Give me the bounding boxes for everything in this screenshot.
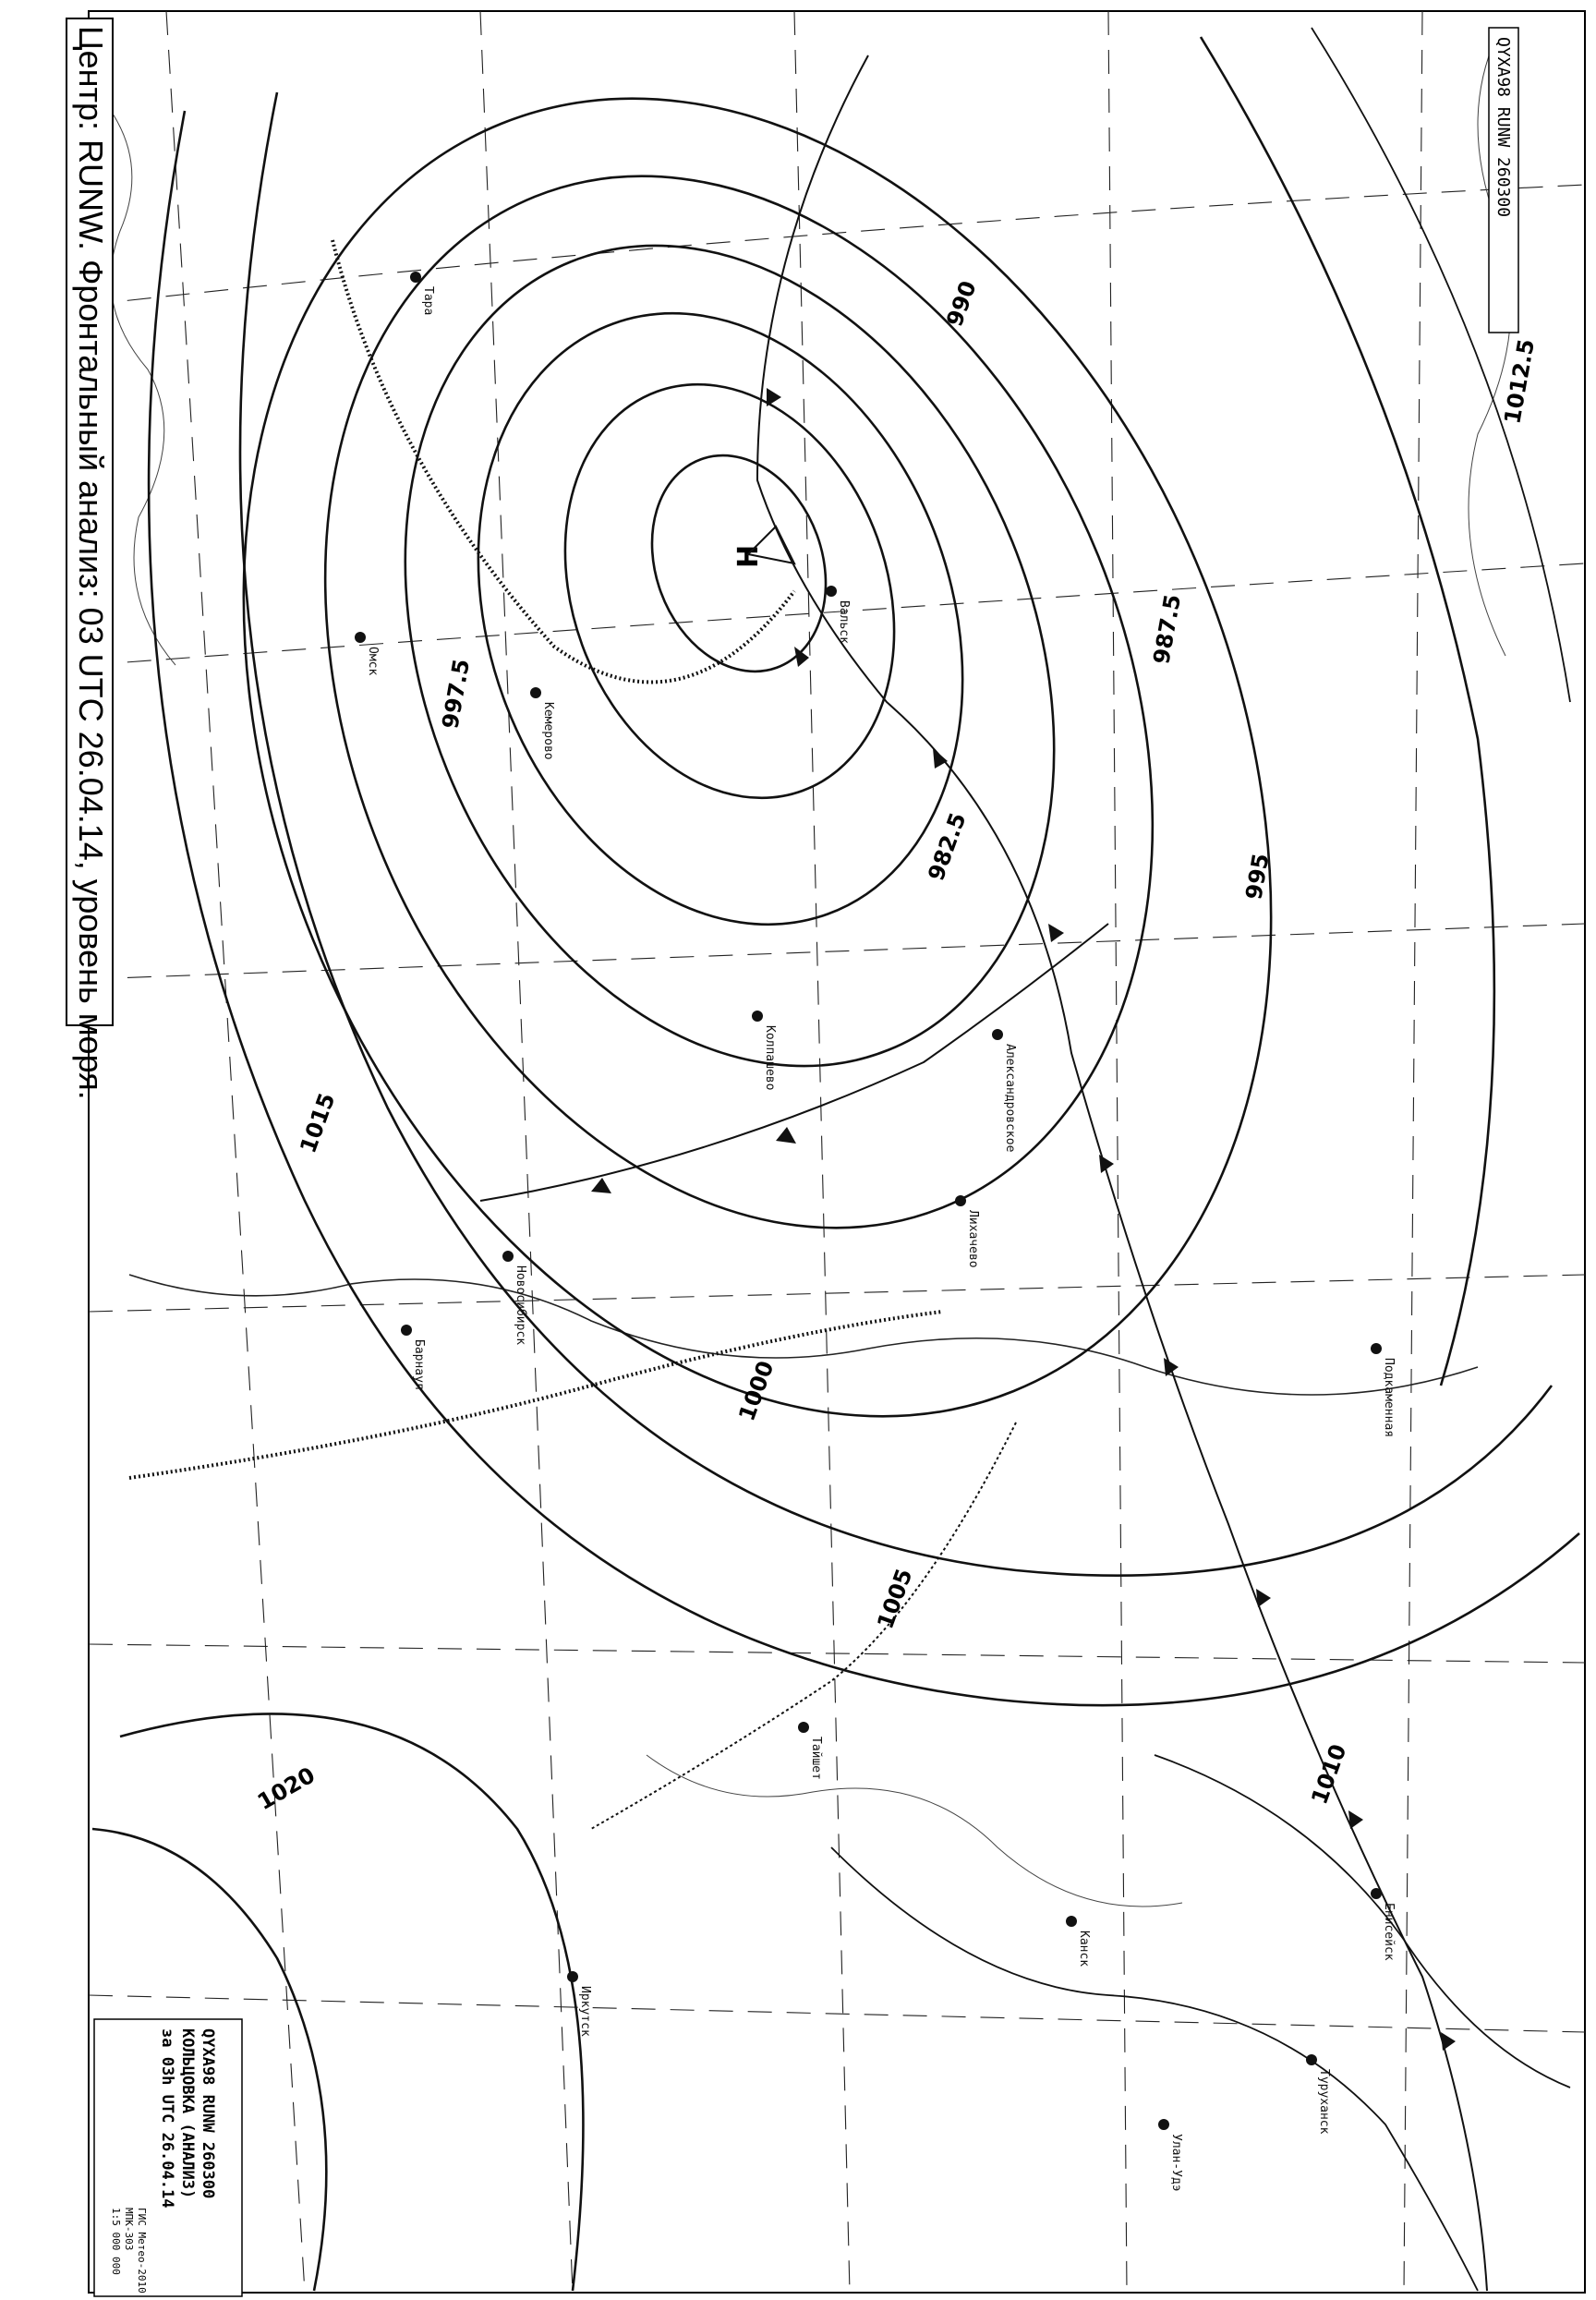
station-name: Омск	[366, 647, 380, 676]
station-name: Енисейск	[1382, 1903, 1396, 1961]
station-name: Вальск	[837, 600, 851, 644]
station-1	[992, 1029, 1017, 1153]
stamp-block	[94, 2019, 242, 2296]
station-name: Тайшет	[809, 1737, 823, 1780]
station-12	[567, 1971, 592, 2037]
station-name: Александровское	[1003, 1044, 1017, 1153]
station-marker	[1371, 1343, 1382, 1354]
station-marker	[410, 272, 421, 283]
station-11	[955, 1195, 980, 1268]
isobar-label: 997.5	[437, 657, 476, 732]
station-name: Колпашево	[763, 1025, 777, 1091]
isobars	[56, 0, 1579, 2291]
station-name: Подкаменная	[1382, 1358, 1396, 1438]
isobar-label: 995	[1240, 851, 1275, 902]
warm-front-south	[129, 1312, 942, 1478]
low-center-label: H	[732, 544, 765, 568]
station-name: Тара	[421, 286, 435, 316]
isobar-label: 982.5	[923, 809, 972, 885]
station-plots	[355, 272, 1396, 2192]
isobar-label: 1010	[1306, 1740, 1352, 1809]
stamp-line: МПК-303	[123, 2208, 135, 2251]
station-name: Улан-Удэ	[1169, 2134, 1183, 2192]
station-8	[355, 632, 380, 675]
header-code: QYXA98 RUNW 260300	[1493, 37, 1513, 218]
stamp-line: ГИС Метео-2010	[136, 2208, 148, 2294]
station-name: Барнаул	[412, 1339, 426, 1390]
station-name: Кемерово	[541, 702, 555, 760]
borders	[111, 37, 1511, 1907]
station-name: Лихачево	[966, 1210, 980, 1268]
trough-line	[591, 1422, 1016, 1829]
station-marker	[1371, 1888, 1382, 1899]
isobar-label: 1000	[733, 1357, 780, 1425]
isobar-label: 1012.5	[1499, 336, 1540, 427]
cold-front	[757, 55, 1487, 2291]
station-0	[826, 586, 851, 644]
station-13	[1158, 2119, 1183, 2192]
stamp-line: КОЛЬЦОВКА (АНАЛИЗ)	[178, 2028, 197, 2199]
station-marker	[826, 586, 837, 597]
stamp-line: за 03h UTC 26.04.14	[158, 2028, 176, 2209]
isobar-label: 1020	[253, 1761, 320, 1816]
isobar-label: 987.5	[1148, 592, 1187, 667]
station-10	[752, 1011, 777, 1090]
station-15	[1066, 1916, 1091, 1967]
stamp-line: QYXA98 RUNW 260300	[199, 2028, 217, 2199]
station-marker	[530, 687, 541, 698]
header-code-block	[1489, 28, 1518, 333]
station-marker	[798, 1722, 809, 1733]
map-title: Центр: RUNW. Фронтальный анализ: 03 UTC 26.04.14, уровень моря.	[72, 26, 110, 1100]
isobar-label: 1015	[295, 1089, 341, 1157]
station-marker	[401, 1325, 412, 1336]
station-marker	[567, 1971, 578, 1982]
station-name: Иркутск	[578, 1986, 592, 2037]
stamp-line: 1:5 000 000	[110, 2208, 122, 2275]
isobar-label: 1005	[872, 1565, 918, 1633]
station-7	[401, 1325, 426, 1390]
station-name: Туруханск	[1317, 2069, 1331, 2135]
fronts	[129, 55, 1487, 2291]
station-6	[502, 1251, 527, 1345]
station-marker	[992, 1029, 1003, 1040]
station-marker	[1158, 2119, 1169, 2130]
title-block	[66, 18, 113, 1100]
station-marker	[1066, 1916, 1077, 1927]
station-14	[798, 1722, 823, 1780]
station-marker	[752, 1011, 763, 1022]
station-marker	[502, 1251, 514, 1262]
station-name: Новосибирск	[514, 1265, 527, 1346]
station-marker	[955, 1195, 966, 1206]
station-marker	[1306, 2054, 1317, 2065]
station-name: Канск	[1077, 1931, 1091, 1967]
station-5	[530, 687, 555, 760]
isobar-label: 990	[941, 277, 982, 331]
station-4	[1371, 1888, 1396, 1961]
station-marker	[355, 632, 366, 643]
